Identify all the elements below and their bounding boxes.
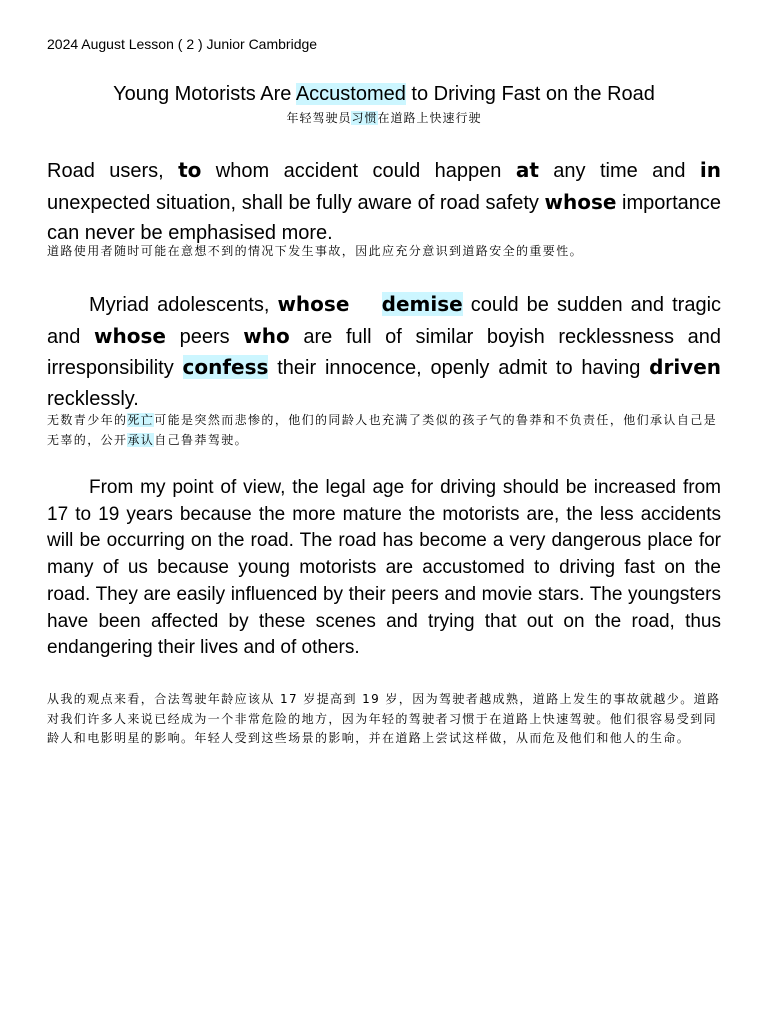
translation-3: 从我的观点来看，合法驾驶年龄应该从 17 岁提高到 19 岁，因为驾驶者越成熟，道路上发生的事故就越少。道路对我们许多人来说已经成为一个非常危险的地方，因为年轻的驾驶者习惯于在道路上快速驾驶。他们很容易受到同龄人和电影明星的影响。年轻人受到这些场景的影响，并在道路上尝试这样做，从而危及他们和他人的生命。: [47, 692, 721, 745]
p1-keyword-at: at: [515, 158, 539, 182]
lesson-header: 2024 August Lesson ( 2 ) Junior Cambridge: [47, 36, 318, 52]
p1-text: unexpected situation, shall be fully aware of road safety: [47, 191, 545, 214]
t2-highlight-admit: 承认: [127, 432, 155, 447]
p2-keyword-whose: whose: [277, 292, 350, 316]
subtitle-highlight: 习惯: [351, 111, 378, 125]
p2-keyword-confess: confess: [182, 355, 269, 379]
p2-keyword-driven: driven: [649, 355, 722, 379]
paragraph-1: [47, 155, 721, 249]
p1-text: Road users,: [47, 160, 179, 182]
translation-2: [47, 411, 721, 450]
p2-keyword-demise: demise: [381, 292, 463, 316]
p2-text: their innocence, openly admit to having: [268, 357, 650, 379]
t2-text: 无数青少年的: [47, 413, 128, 427]
p2-text: peers: [165, 325, 244, 348]
p2-keyword-who: who: [243, 323, 290, 348]
p2-text: recklessly.: [47, 387, 139, 410]
p1-keyword-in: in: [699, 158, 722, 182]
p2-text: are full of similar boyish recklessness and irresponsibility: [47, 325, 721, 379]
p1-text: whom accident could happen: [201, 160, 516, 182]
paragraph-3: From my point of view, the legal age for driving should be increased from 17 to 19 years because the more mature the motorists are, the less accidents will be occurring on the road. The road has become a very dangerous place for many of us because young motorists are accustomed to driving fast on the road. They are easily influenced by their peers and movie stars. The youngsters have been affected by these scenes and trying that out on the road, thus endangering their lives and of others.: [47, 477, 721, 659]
title-highlight: Accustomed: [295, 83, 406, 105]
article-subtitle-chinese: [0, 109, 768, 126]
p2-text: Myriad adolescents,: [89, 294, 278, 316]
title-text-1: Young Motorists Are: [113, 83, 296, 105]
p2-keyword-whose: whose: [94, 323, 166, 348]
subtitle-text-1: 年轻驾驶员: [286, 111, 352, 125]
t2-text: 自己鲁莽驾驶。: [154, 432, 249, 447]
p1-keyword-to: to: [178, 158, 202, 182]
t2-highlight-death: 死亡: [127, 413, 155, 427]
subtitle-text-2: 在道路上快速行驶: [377, 111, 482, 125]
translation-1: 道路使用者随时可能在意想不到的情况下发生事故，因此应充分意识到道路安全的重要性。: [47, 244, 584, 258]
t2-text: 可能是突然而悲惨的，他们的同龄人也充满了类似的孩子气的鲁莽和不负责任，他们承认自己是无辜的，公开: [47, 413, 718, 447]
p2-text: could be sudden and tragic and: [47, 294, 722, 348]
p1-keyword-whose: whose: [544, 189, 617, 214]
title-text-2: to Driving Fast on the Road: [405, 83, 655, 105]
paragraph-2: [47, 289, 721, 414]
p1-text: any time and: [538, 160, 700, 182]
article-title: [0, 83, 768, 106]
p1-text: importance can never be emphasised more.: [47, 191, 721, 244]
